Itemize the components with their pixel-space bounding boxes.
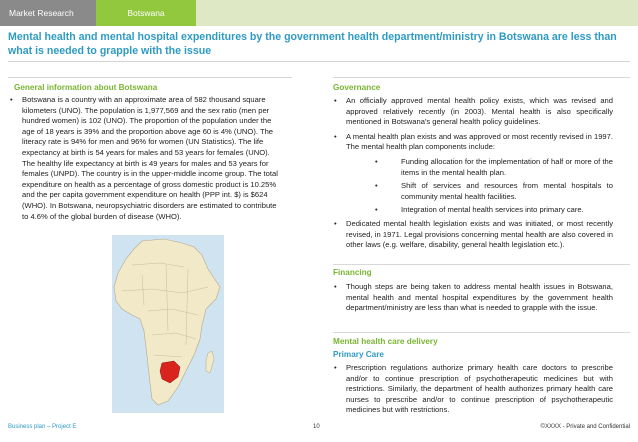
bullet-glyph: •	[334, 363, 337, 372]
list-item	[373, 205, 613, 216]
governance-sub-bullet-2: Shift of services and resources from mental hospitals to community mental health facilities.	[401, 181, 613, 201]
primary-care-subtitle: Primary Care	[333, 350, 384, 359]
list-item	[373, 181, 613, 202]
left-section-divider	[8, 77, 292, 78]
financing-title: Financing	[333, 268, 372, 277]
governance-bullet-2: A mental health plan exists and was approved or most recently revised in 1997. The mental health plan components include:	[346, 131, 613, 152]
governance-bullet-3: Dedicated mental health legislation exists and was initiated, or most recently revised, in 1971. Legal provisions concerning mental health are also covered in other laws (e.g. welfare, disability, general health legislation etc.).	[346, 218, 613, 250]
list-item	[8, 95, 280, 222]
financing-divider	[333, 264, 630, 265]
bullet-glyph: •	[375, 156, 378, 166]
delivery-divider	[333, 332, 630, 333]
list-item	[333, 132, 613, 153]
general-info-title: General information about Botswana	[14, 83, 158, 92]
governance-sub-bullet-1: Funding allocation for the implementation of half or more of the items in the mental health plan.	[401, 156, 613, 177]
list-item	[333, 282, 613, 314]
bullet-glyph: •	[375, 181, 378, 191]
general-info-body	[8, 95, 280, 222]
delivery-bullet-1: Prescription regulations authorize primary health care doctors to prescribe and/or to continue prescription of psychotherapeutic medicines but with restrictions. Similarly, the department of health authorizes primary health care nurses to prescribe and/or to continue prescription of psychotherapeutic medicines but with restrictions.	[346, 363, 613, 415]
list-item	[333, 363, 613, 416]
page-headline: Mental health and mental hospital expenditures by the government health department/ministry in Botswana are less than what is needed to grapple with the issue	[8, 31, 617, 57]
financing-body	[333, 282, 613, 318]
financing-bullet-1: Though steps are being taken to address mental health issues in Botswana, mental health and mental hospital expenditures by the government health department/ministry are less than what is needed to grapple with the issue.	[346, 282, 613, 313]
governance-bullet-1: An officially approved mental health policy exists, which was revised and approved relatively recently (in 2003). Mental health is also specifically mentioned in Botswana's general health policy guidelines.	[346, 96, 613, 127]
bullet-glyph: •	[375, 205, 378, 215]
general-info-text: Botswana is a country with an approximate area of 582 thousand square kilometers (UNO). The population is 1,977,569 and the sex ratio (men per hundred women) is 102 (UNO). The proportion of the population under the age of 18 years is 39% and the proportion above age 60 is 4% (UNO). The literacy rate is 94% for men and 96% for women (UN Statistics). The life expectancy at birth is 54 years for males and 53 years for females (UNO). The healthy life expectancy at birth is 49 years for males and 53 years for females (UNPD). The country is in the upper-middle income group. The total expenditure on health as a percentage of gross domestic product is 10.25% and the per capita government expenditure on health (PPP int. $) is $624 (WHO). In Botswana, neuropsychiatric disorders are estimated to contribute to 4.6% of the global burden of disease (WHO).	[22, 95, 278, 221]
top-tab-bar	[0, 0, 638, 26]
page-number: 10	[313, 424, 320, 430]
delivery-title: Mental health care delivery	[333, 337, 438, 346]
bullet-glyph: •	[334, 218, 337, 228]
list-item	[373, 157, 613, 178]
bullet-glyph: •	[10, 95, 13, 104]
bullet-glyph: •	[334, 282, 337, 291]
governance-sub-bullet-3: Integration of mental health services into primary care.	[401, 205, 584, 215]
delivery-body	[333, 363, 613, 420]
bullet-glyph: •	[334, 131, 337, 141]
governance-divider	[333, 77, 630, 78]
tab-market-research[interactable]: Market Research	[0, 0, 96, 26]
list-item	[333, 219, 613, 251]
headline-divider	[8, 61, 630, 62]
footer-confidential: ©XXXX - Private and Confidential	[540, 424, 630, 430]
governance-title: Governance	[333, 83, 381, 92]
africa-map-botswana	[112, 235, 224, 413]
list-item	[333, 96, 613, 128]
footer-project-label: Business plan – Project E	[8, 424, 77, 430]
bullet-glyph: •	[334, 96, 337, 105]
governance-body	[333, 96, 613, 255]
tab-botswana[interactable]: Botswana	[96, 0, 196, 26]
